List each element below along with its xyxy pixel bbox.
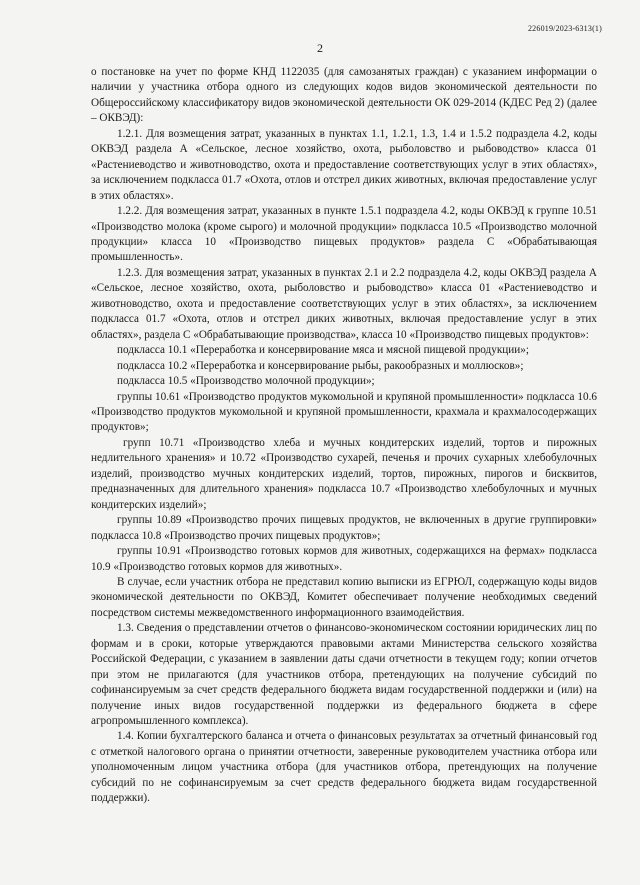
- list-item-subclass-10-1: подкласса 10.1 «Переработка и консервирование мяса и мясной пищевой продукции»;: [117, 344, 529, 357]
- document-body: [91, 65, 597, 807]
- list-item-group-10-61: группы 10.61 «Производство продуктов мукомольной и крупяной промышленности» подкласса 10.6 «Производство продуктов мукомольной и крупяной промышленности, крахмала и крахмалосодержащих продуктов»;: [91, 390, 597, 434]
- list-item-subclass-10-2: подкласса 10.2 «Переработка и консервирование рыбы, ракообразных и моллюсков»;: [117, 359, 524, 372]
- list-item-groups-10-71-10-72: групп 10.71 «Производство хлеба и мучных кондитерских изделий, тортов и пирожных недлительного хранения» и 10.72 «Производство сухарей, печенья и прочих сухарных хлебобулочных изделий, производство мучных кондитерских изделий, тортов, пирожных, пирогов и бисквитов, предназначенных для длительного хранения» подкласса 10.7 «Производство хлебобулочных и мучных кондитерских изделий»;: [91, 436, 597, 511]
- paragraph-egrul-note: В случае, если участник отбора не представил копию выписки из ЕГРЮЛ, содержащую коды видов экономической деятельности по ОКВЭД, Комитет обеспечивает получение необходимых сведений посредством системы межведомственного информационного взаимодействия.: [91, 575, 597, 619]
- page-number: 2: [317, 41, 323, 55]
- list-item-group-10-91: группы 10.91 «Производство готовых кормов для животных, содержащихся на фермах» подкласса 10.9 «Производство готовых кормов для животных».: [91, 545, 597, 573]
- paragraph-intro: о постановке на учет по форме КНД 1122035 (для самозанятых граждан) с указанием информации о наличии у участника отбора одного из следующих кодов видов экономической деятельности по Общероссийскому классификатору видов экономической деятельности ОК 029-2014 (КДЕС Ред 2) (далее – ОКВЭД):: [91, 66, 597, 125]
- paragraph-1-4: 1.4. Копии бухгалтерского баланса и отчета о финансовых результатах за отчетный финансовый год с отметкой налогового органа о принятии отчетности, заверенные руководителем участника отбора или уполномоченным лицом участника отбора (для участников отбора, претендующих на получение субсидий по не софинансируемым за счет средств федерального бюджета видам государственной поддержки).: [91, 730, 597, 805]
- paragraph-1-2-1: 1.2.1. Для возмещения затрат, указанных в пунктах 1.1, 1.2.1, 1.3, 1.4 и 1.5.2 подраздела 4.2, коды ОКВЭД раздела А «Сельское, лесное хозяйство, охота, рыболовство и рыбоводство» класса 01 «Растениеводство и животноводство, охота и предоставление соответствующих услуг в этих областях», за исключением подкласса 01.7 «Охота, отлов и отстрел диких животных, включая предоставление услуг в этих областях».: [91, 127, 597, 202]
- paragraph-1-2-2: 1.2.2. Для возмещения затрат, указанных в пункте 1.5.1 подраздела 4.2, коды ОКВЭД к группе 10.51 «Производство молока (кроме сырого) и молочной продукции» подкласса 10.5 «Производство молочной продукции» класса 10 «Производство пищевых продуктов» раздела С «Обрабатывающая промышленность».: [91, 205, 597, 264]
- document-number: 226019/2023-6313(1): [527, 24, 602, 33]
- paragraph-1-2-3: 1.2.3. Для возмещения затрат, указанных в пунктах 2.1 и 2.2 подраздела 4.2, коды ОКВЭД раздела А «Сельское, лесное хозяйство, охота, рыболовство и рыбоводство» класса 01 «Растениеводство и животноводство, охота и предоставление соответствующих услуг в этих областях», за исключением подкласса 01.7 «Охота, отлов и отстрел диких животных, включая предоставление услуг в этих областях», раздела С «Обрабатывающие производства», класса 10 «Производство пищевых продуктов»:: [91, 266, 597, 341]
- list-item-subclass-10-5: подкласса 10.5 «Производство молочной продукции»;: [117, 375, 375, 388]
- paragraph-1-3: 1.3. Сведения о представлении отчетов о финансово-экономическом состоянии юридических лиц по формам и в сроки, которые утверждаются правовыми актами Министерства сельского хозяйства Российской Федерации, с указанием в заявлении даты сдачи отчетности в текущем году; копии отчетов при этом не прилагаются (для участников отбора, претендующих на получение субсидий по софинансируемым за счет средств федерального бюджета видам государственной поддержки и (или) на получение иных видов государственной поддержки из федерального бюджета в сфере агропромышленного комплекса).: [91, 622, 597, 728]
- list-item-group-10-89: группы 10.89 «Производство прочих пищевых продуктов, не включенных в другие группировки» подкласса 10.8 «Производство прочих пищевых продуктов»;: [91, 514, 597, 542]
